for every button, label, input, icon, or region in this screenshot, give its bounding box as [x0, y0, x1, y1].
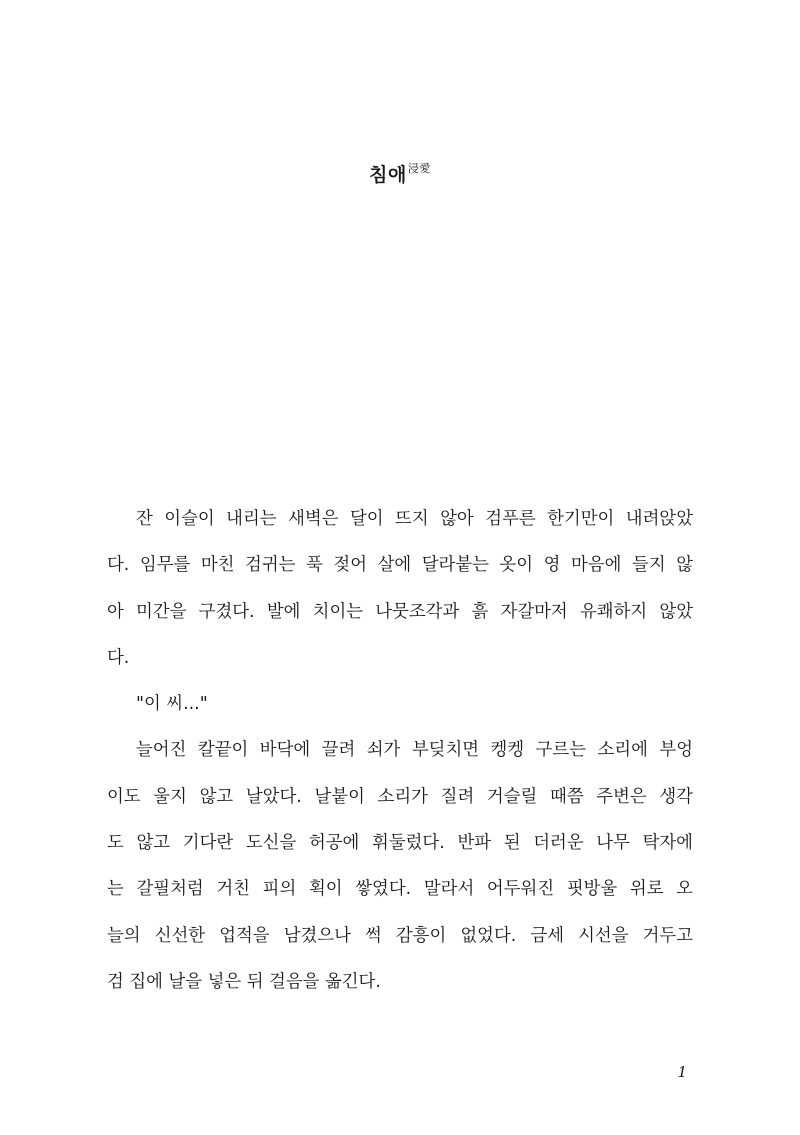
text-line: 늘어진 칼끝이 바닥에 끌려 쇠가 부딪치면 켕켕 구르는 소리에 부엉	[136, 740, 693, 761]
text-line: 검 집에 날을 넣은 뒤 걸음을 옮긴다.	[107, 971, 381, 992]
page-number: 1	[677, 1063, 687, 1081]
text-line: 다. 임무를 마친 검귀는 푹 젖어 살에 달라붙는 옷이 영 마음에 들지 않	[107, 555, 693, 576]
document-title	[0, 160, 800, 187]
title-text: 침애	[369, 164, 407, 186]
text-line: 아 미간을 구겼다. 발에 치이는 나뭇조각과 흙 자갈마저 유쾌하지 않았	[107, 601, 693, 622]
text-line: 다.	[107, 647, 130, 668]
text-line: 잔 이슬이 내리는 새벽은 달이 뜨지 않아 검푸른 한기만이 내려앉았	[136, 509, 693, 529]
text-line: 늘의 신선한 업적을 남겼으나 썩 감흥이 없었다. 금세 시선을 거두고	[107, 925, 693, 946]
text-line: 는 갈필처럼 거친 피의 획이 쌓였다. 말라서 어두워진 핏방울 위로 오	[107, 879, 693, 900]
text-line: 도 않고 기다란 도신을 허공에 휘둘렀다. 반파 된 더러운 나무 탁자에	[107, 833, 693, 854]
title-hanja: 浸愛	[407, 162, 431, 175]
text-line: 이도 울지 않고 날았다. 날붙이 소리가 질려 거슬릴 때쯤 주변은 생각	[107, 786, 693, 807]
body-text	[107, 501, 693, 1010]
dialogue-line: "이 씨..."	[136, 694, 208, 715]
